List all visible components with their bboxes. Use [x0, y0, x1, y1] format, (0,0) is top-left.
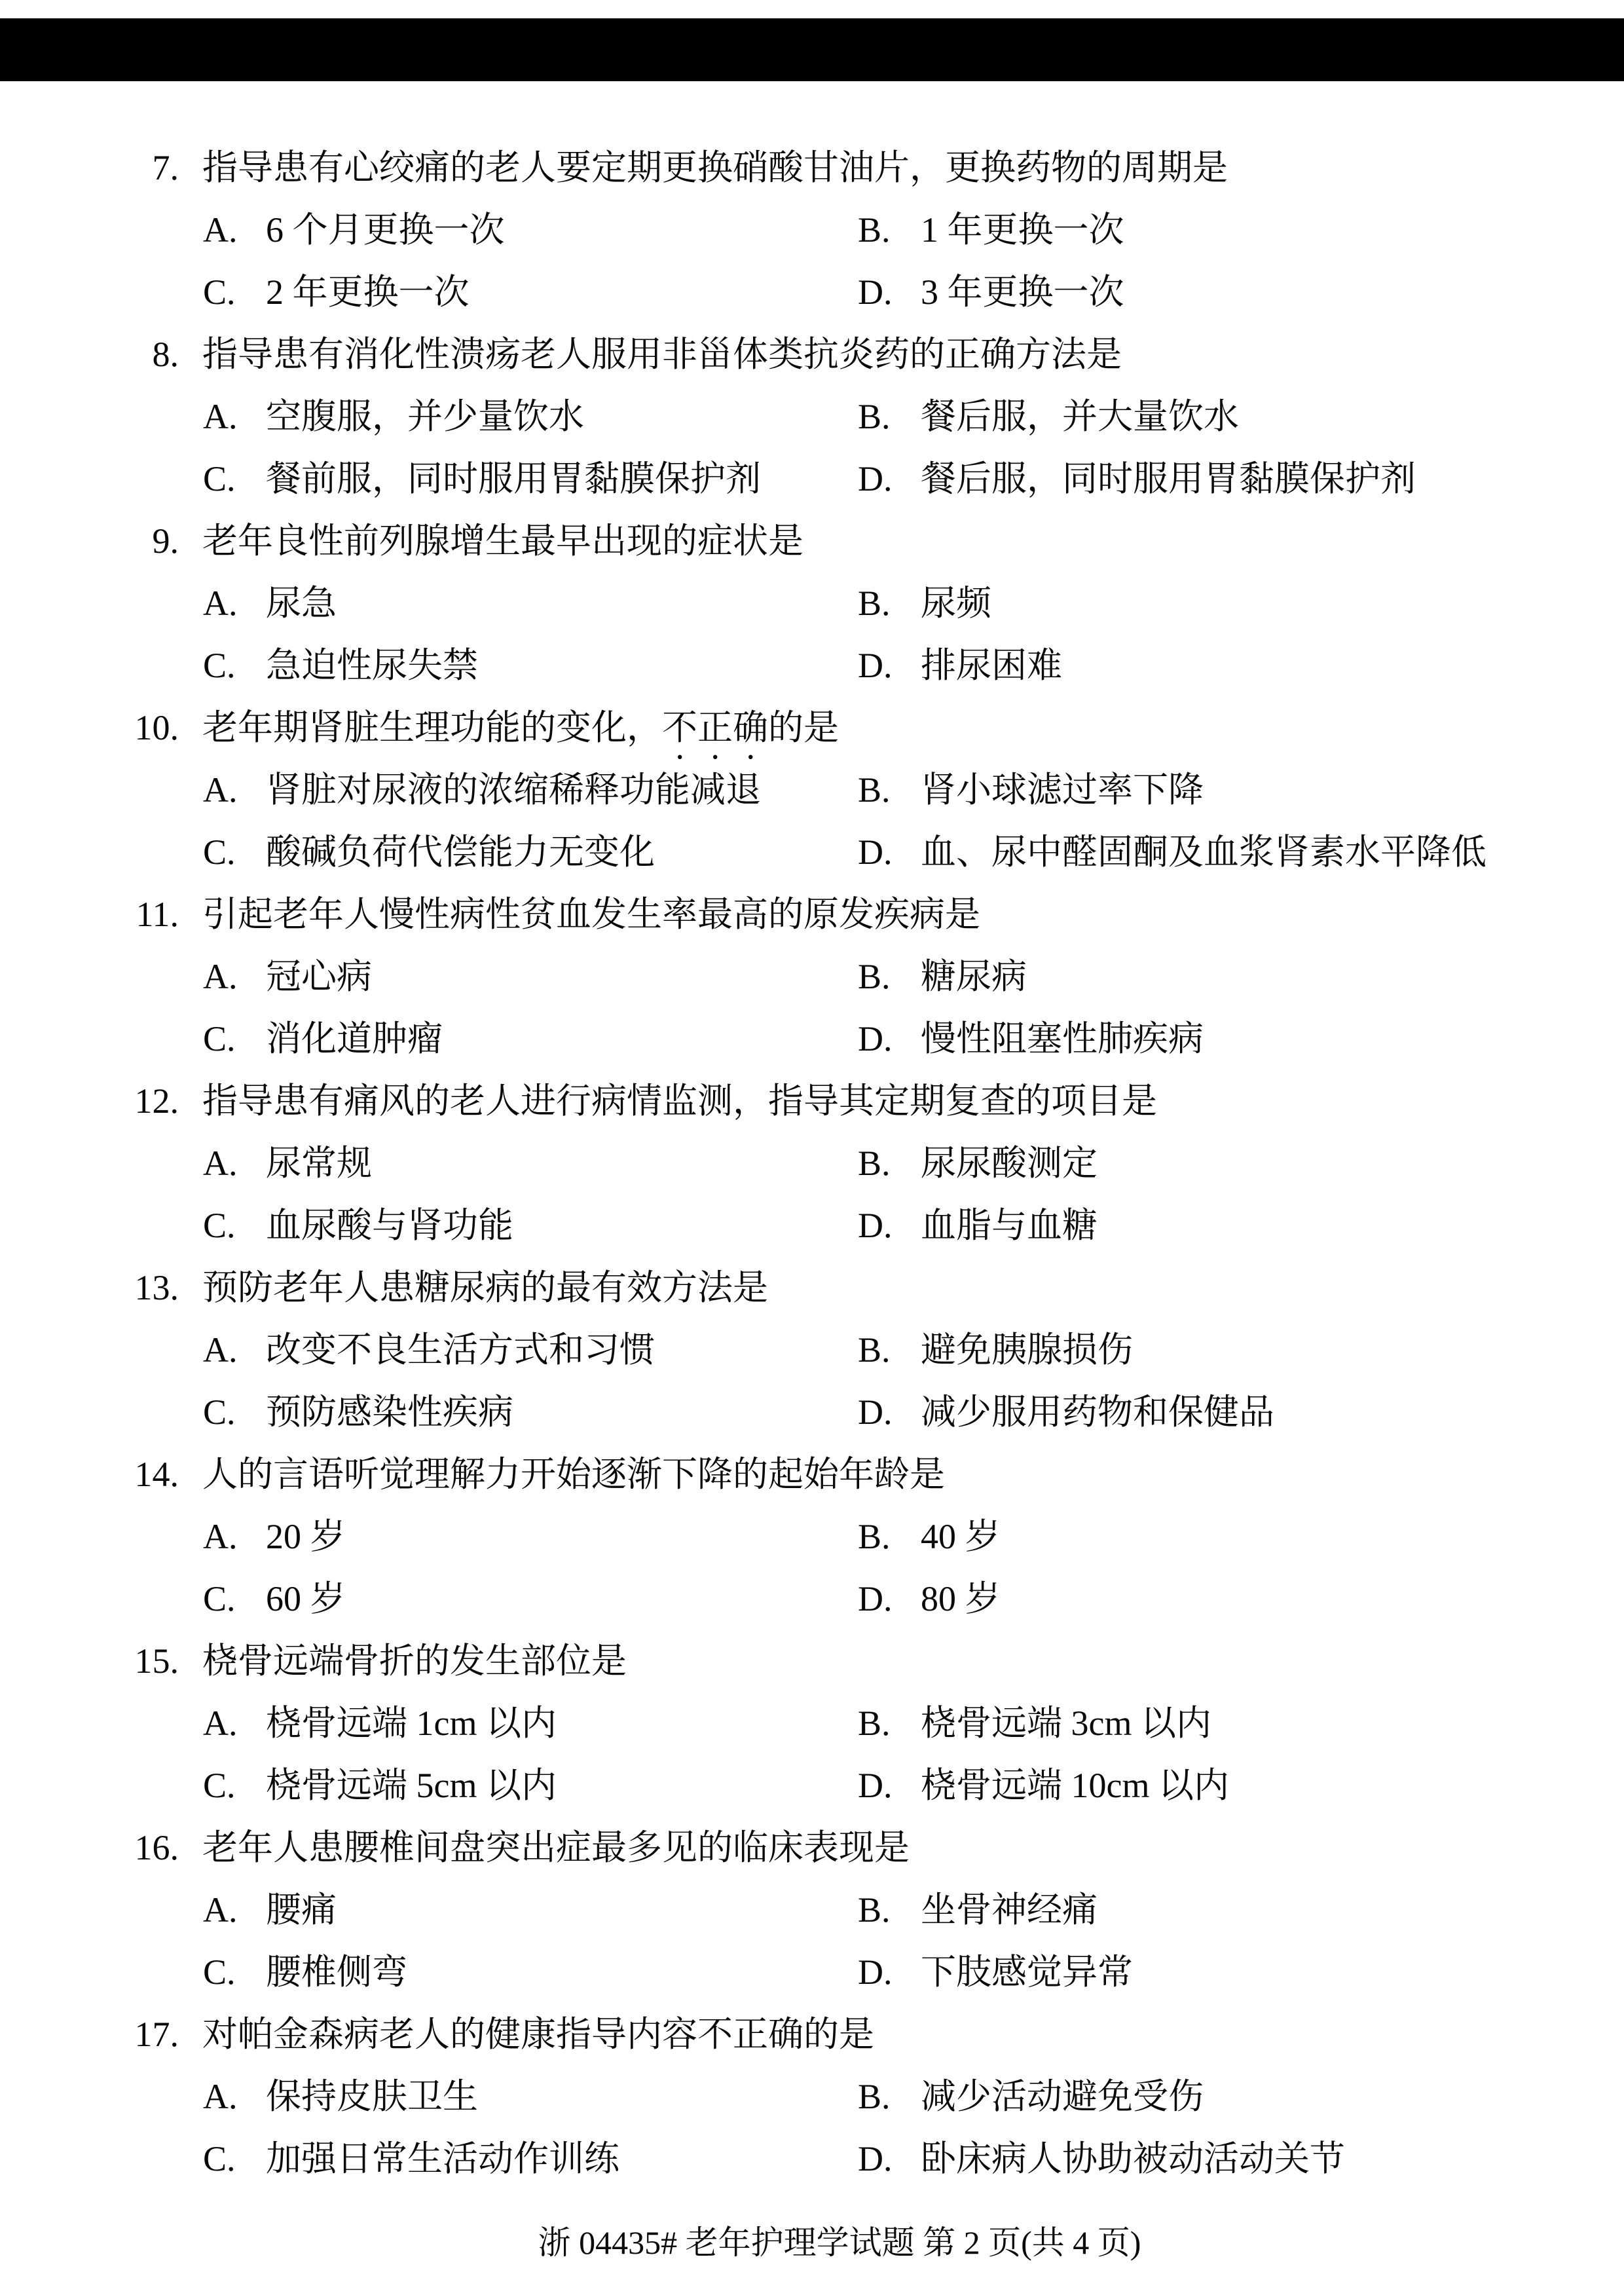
option-text: 桡骨远端 10cm 以内 [921, 1766, 1229, 1805]
option-text: 餐前服，同时服用胃黏膜保护剂 [266, 459, 761, 498]
question-text: 指导患有痛风的老人进行病情监测，指导其定期复查的项目是 [202, 1081, 1157, 1121]
options-row [0, 635, 1624, 697]
question-number: 8. [152, 335, 179, 374]
option-label: C. [203, 1392, 236, 1432]
question-stem [0, 324, 1624, 386]
option-c [203, 821, 655, 884]
option-a [203, 1506, 346, 1568]
option-label: B. [858, 1517, 891, 1556]
option-text: 尿急 [266, 584, 337, 623]
question-15 [0, 1630, 1624, 1817]
question-stem [0, 2004, 1624, 2066]
option-text: 尿频 [921, 584, 991, 623]
question-text: 老年良性前列腺增生最早出现的症状是 [202, 521, 803, 561]
option-a [203, 1879, 337, 1941]
option-b [858, 1506, 1001, 1568]
option-a [203, 199, 505, 261]
question-10 [0, 697, 1624, 884]
option-label: A. [203, 1517, 238, 1556]
option-text: 空腹服，并少量饮水 [266, 397, 584, 436]
option-text: 预防感染性疾病 [266, 1392, 513, 1432]
option-text: 尿常规 [266, 1144, 372, 1183]
question-stem [0, 697, 1624, 759]
question-stem [0, 510, 1624, 572]
option-d [858, 1755, 1229, 1817]
option-c [203, 1381, 513, 1444]
option-label: B. [858, 1144, 891, 1183]
option-c [203, 2128, 619, 2190]
option-text: 1 年更换一次 [921, 210, 1124, 250]
question-list [0, 137, 1624, 2190]
options-row [0, 1008, 1624, 1070]
option-label: D. [858, 272, 893, 312]
option-label: A. [203, 397, 238, 436]
option-label: A. [203, 957, 238, 996]
option-label: A. [203, 584, 238, 623]
option-label: A. [203, 1704, 238, 1743]
option-d [858, 261, 1124, 324]
option-label: B. [858, 1704, 891, 1743]
option-label: A. [203, 1330, 238, 1370]
question-text: 老年人患腰椎间盘突出症最多见的临床表现是 [202, 1828, 910, 1867]
options-row [0, 1941, 1624, 2004]
option-text: 加强日常生活动作训练 [266, 2139, 619, 2178]
option-label: A. [203, 1890, 238, 1930]
question-text [202, 708, 839, 747]
option-b [858, 2066, 1204, 2128]
option-label: D. [858, 832, 893, 872]
options-row [0, 821, 1624, 884]
options-row [0, 2128, 1624, 2190]
option-text: 40 岁 [921, 1517, 1001, 1556]
options-row [0, 2066, 1624, 2128]
option-d [858, 1008, 1204, 1070]
option-label: D. [858, 1766, 893, 1805]
option-a [203, 1132, 372, 1195]
option-d [858, 1941, 1133, 2004]
option-text: 保持皮肤卫生 [266, 2077, 478, 2116]
options-row [0, 386, 1624, 448]
option-d [858, 1568, 1001, 1630]
question-stem [0, 1817, 1624, 1879]
option-label: C. [203, 272, 236, 312]
options-row [0, 1132, 1624, 1195]
option-text: 减少活动避免受伤 [921, 2077, 1204, 2116]
option-text: 下肢感觉异常 [921, 1952, 1133, 1992]
option-a [203, 386, 584, 448]
option-d [858, 1195, 1098, 1257]
option-label: D. [858, 646, 893, 685]
question-stem [0, 1070, 1624, 1132]
question-text: 预防老年人患糖尿病的最有效方法是 [202, 1268, 768, 1307]
question-number: 16. [134, 1828, 179, 1867]
question-9 [0, 510, 1624, 697]
question-number: 14. [134, 1455, 179, 1494]
option-a [203, 759, 761, 821]
option-label: C. [203, 1579, 236, 1618]
option-b [858, 946, 1027, 1008]
option-a [203, 572, 337, 635]
option-a [203, 1319, 655, 1381]
option-c [203, 448, 761, 510]
option-text: 消化道肿瘤 [266, 1019, 443, 1058]
option-b [858, 1319, 1133, 1381]
option-text: 桡骨远端 1cm 以内 [266, 1704, 557, 1743]
option-c [203, 1568, 346, 1630]
option-label: C. [203, 1952, 236, 1992]
option-b [858, 1692, 1211, 1755]
question-text: 引起老年人慢性病性贫血发生率最高的原发疾病是 [202, 895, 980, 934]
question-16 [0, 1817, 1624, 2004]
option-text: 60 岁 [266, 1579, 346, 1618]
option-label: A. [203, 2077, 238, 2116]
option-label: D. [858, 2139, 893, 2178]
option-text: 酸碱负荷代偿能力无变化 [266, 832, 655, 872]
option-d [858, 448, 1416, 510]
option-text: 80 岁 [921, 1579, 1001, 1618]
option-label: C. [203, 459, 236, 498]
options-row [0, 261, 1624, 324]
option-d [858, 2128, 1345, 2190]
question-text: 指导患有消化性溃疡老人服用非甾体类抗炎药的正确方法是 [202, 335, 1122, 374]
option-text: 3 年更换一次 [921, 272, 1124, 312]
option-text: 卧床病人协助被动活动关节 [921, 2139, 1345, 2178]
option-label: B. [858, 770, 891, 810]
option-d [858, 635, 1062, 697]
question-number: 10. [134, 708, 179, 747]
option-c [203, 1195, 513, 1257]
option-label: D. [858, 459, 893, 498]
option-text: 尿尿酸测定 [921, 1144, 1098, 1183]
options-row [0, 1568, 1624, 1630]
option-text: 6 个月更换一次 [266, 210, 505, 250]
question-number: 11. [136, 895, 179, 934]
option-a [203, 946, 372, 1008]
option-label: B. [858, 397, 891, 436]
option-label: C. [203, 1766, 236, 1805]
option-text: 2 年更换一次 [266, 272, 470, 312]
option-label: C. [203, 1019, 236, 1058]
question-text: 桡骨远端骨折的发生部位是 [202, 1641, 627, 1681]
option-text: 血脂与血糖 [921, 1206, 1098, 1245]
option-text: 减少服用药物和保健品 [921, 1392, 1274, 1432]
question-11 [0, 884, 1624, 1070]
options-row [0, 759, 1624, 821]
options-row [0, 199, 1624, 261]
question-8 [0, 324, 1624, 510]
option-b [858, 1132, 1098, 1195]
options-row [0, 1755, 1624, 1817]
option-c [203, 1755, 557, 1817]
question-stem [0, 1630, 1624, 1692]
option-b [858, 572, 991, 635]
option-label: D. [858, 1019, 893, 1058]
option-b [858, 759, 1204, 821]
option-label: A. [203, 210, 238, 250]
question-13 [0, 1257, 1624, 1444]
option-c [203, 635, 478, 697]
option-label: B. [858, 957, 891, 996]
option-b [858, 199, 1124, 261]
question-14 [0, 1444, 1624, 1630]
option-text: 冠心病 [266, 957, 372, 996]
question-stem [0, 884, 1624, 946]
options-row [0, 448, 1624, 510]
option-text: 急迫性尿失禁 [266, 646, 478, 685]
option-label: B. [858, 584, 891, 623]
question-number: 7. [152, 148, 179, 187]
option-c [203, 261, 470, 324]
option-label: A. [203, 1144, 238, 1183]
options-row [0, 946, 1624, 1008]
option-text: 血尿酸与肾功能 [266, 1206, 513, 1245]
option-text: 糖尿病 [921, 957, 1027, 996]
option-text: 慢性阻塞性肺疾病 [921, 1019, 1204, 1058]
question-number: 15. [134, 1641, 179, 1681]
option-text: 改变不良生活方式和习惯 [266, 1330, 655, 1370]
options-row [0, 1879, 1624, 1941]
option-label: C. [203, 2139, 236, 2178]
question-7 [0, 137, 1624, 324]
option-d [858, 1381, 1274, 1444]
option-text: 20 岁 [266, 1517, 346, 1556]
options-row [0, 1506, 1624, 1568]
option-label: C. [203, 646, 236, 685]
stem-emphasized: 不正确 [662, 708, 768, 747]
page-footer-text: 浙 04435# 老年护理学试题 第 2 页(共 4 页) [538, 2224, 1141, 2261]
options-row [0, 1319, 1624, 1381]
option-b [858, 1879, 1098, 1941]
option-d [858, 821, 1486, 884]
option-text: 避免胰腺损伤 [921, 1330, 1133, 1370]
options-row [0, 572, 1624, 635]
question-number: 12. [134, 1081, 179, 1121]
question-text: 对帕金森病老人的健康指导内容不正确的是 [202, 2015, 874, 2054]
option-c [203, 1941, 407, 2004]
question-text: 人的言语听觉理解力开始逐渐下降的起始年龄是 [202, 1455, 945, 1494]
question-12 [0, 1070, 1624, 1257]
option-label: B. [858, 1330, 891, 1370]
option-label: A. [203, 770, 238, 810]
question-number: 17. [134, 2015, 179, 2054]
scan-artifact-bar [0, 18, 1624, 81]
option-label: D. [858, 1579, 893, 1618]
option-text: 排尿困难 [921, 646, 1062, 685]
option-text: 肾小球滤过率下降 [921, 770, 1204, 810]
option-text: 餐后服，同时服用胃黏膜保护剂 [921, 459, 1416, 498]
option-label: D. [858, 1392, 893, 1432]
question-stem [0, 1257, 1624, 1319]
question-number: 9. [152, 521, 179, 561]
question-number: 13. [134, 1268, 179, 1307]
question-stem [0, 137, 1624, 199]
option-c [203, 1008, 443, 1070]
option-text: 桡骨远端 5cm 以内 [266, 1766, 557, 1805]
stem-post: 的是 [768, 708, 839, 747]
option-label: C. [203, 832, 236, 872]
question-text: 指导患有心绞痛的老人要定期更换硝酸甘油片，更换药物的周期是 [202, 148, 1228, 187]
question-17 [0, 2004, 1624, 2190]
options-row [0, 1692, 1624, 1755]
option-text: 腰痛 [266, 1890, 337, 1930]
option-text: 腰椎侧弯 [266, 1952, 407, 1992]
option-label: B. [858, 210, 891, 250]
option-text: 桡骨远端 3cm 以内 [921, 1704, 1211, 1743]
option-label: D. [858, 1206, 893, 1245]
page-footer [0, 2222, 1624, 2264]
option-a [203, 2066, 478, 2128]
option-text: 血、尿中醛固酮及血浆肾素水平降低 [921, 832, 1486, 872]
option-text: 肾脏对尿液的浓缩稀释功能减退 [266, 770, 761, 810]
stem-pre: 老年期肾脏生理功能的变化， [202, 708, 662, 747]
question-stem [0, 1444, 1624, 1506]
options-row [0, 1381, 1624, 1444]
option-b [858, 386, 1239, 448]
option-label: C. [203, 1206, 236, 1245]
option-label: B. [858, 1890, 891, 1930]
option-label: B. [858, 2077, 891, 2116]
option-label: D. [858, 1952, 893, 1992]
option-text: 餐后服，并大量饮水 [921, 397, 1239, 436]
option-text: 坐骨神经痛 [921, 1890, 1098, 1930]
option-a [203, 1692, 557, 1755]
options-row [0, 1195, 1624, 1257]
